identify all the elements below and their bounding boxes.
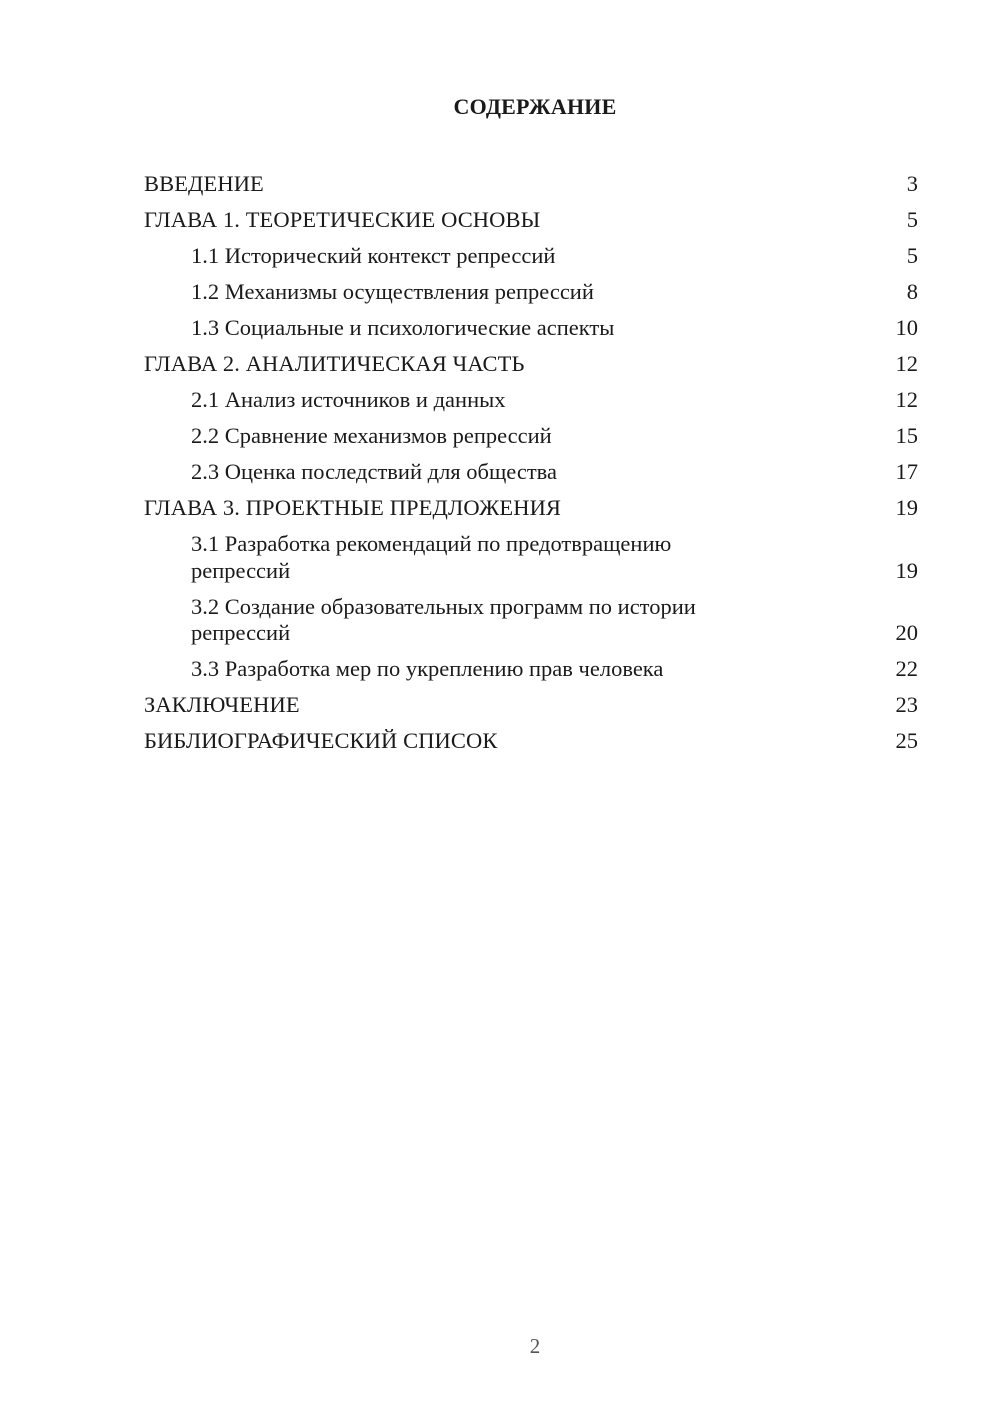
toc-entry-page-number: 15 bbox=[895, 423, 918, 448]
toc-entry-chapter-2[interactable] bbox=[144, 349, 918, 380]
toc-entry-label: 1.2 Механизмы осуществления репрессий bbox=[191, 279, 594, 304]
toc-entry-page-number: 19 bbox=[895, 557, 918, 583]
toc-entry-page-number: 5 bbox=[906, 243, 918, 268]
toc-entry-bibliography[interactable] bbox=[144, 726, 918, 757]
toc-entry-page-number: 8 bbox=[906, 279, 918, 304]
toc-entry-label: ГЛАВА 2. АНАЛИТИЧЕСКАЯ ЧАСТЬ bbox=[144, 351, 525, 376]
toc-entry-chapter-3[interactable] bbox=[144, 493, 918, 524]
toc-entry-page-number: 25 bbox=[895, 728, 918, 753]
toc-entry-label: ГЛАВА 3. ПРОЕКТНЫЕ ПРЕДЛОЖЕНИЯ bbox=[144, 495, 562, 520]
toc-entry-page-number: 5 bbox=[906, 207, 918, 232]
toc-entry-page-number: 3 bbox=[906, 171, 918, 196]
toc-entry-label: ГЛАВА 1. ТЕОРЕТИЧЕСКИЕ ОСНОВЫ bbox=[144, 207, 541, 232]
toc-entry-label: ЗАКЛЮЧЕНИЕ bbox=[144, 692, 300, 717]
toc-entry-page-number: 19 bbox=[895, 495, 918, 520]
toc-entry-chapter-1[interactable] bbox=[144, 205, 918, 236]
page-title: СОДЕРЖАНИЕ bbox=[453, 94, 617, 119]
toc-entry-label: 3.2 Создание образовательных программ по истории репрессий bbox=[191, 593, 696, 645]
toc-entry-section-3-1[interactable] bbox=[144, 529, 918, 586]
toc-entry-page-number: 20 bbox=[895, 620, 918, 645]
toc-entry-section-1-1[interactable] bbox=[144, 241, 918, 272]
toc-entry-page-number: 10 bbox=[895, 315, 918, 340]
toc-entry-label: 3.3 Разработка мер по укреплению прав человека bbox=[191, 656, 664, 681]
toc-entry-conclusion[interactable] bbox=[144, 690, 918, 721]
toc-entry-label: 2.1 Анализ источников и данных bbox=[191, 387, 506, 412]
toc-entry-section-2-1[interactable] bbox=[144, 385, 918, 416]
toc-entry-label: 2.2 Сравнение механизмов репрессий bbox=[191, 423, 552, 448]
toc-entry-label: БИБЛИОГРАФИЧЕСКИЙ СПИСОК bbox=[144, 728, 498, 753]
toc-entry-label: 1.1 Исторический контекст репрессий bbox=[191, 243, 556, 268]
table-of-contents bbox=[144, 169, 918, 762]
toc-entry-introduction[interactable] bbox=[144, 169, 918, 200]
toc-entry-section-1-2[interactable] bbox=[144, 277, 918, 308]
page-number: 2 bbox=[529, 1334, 541, 1358]
toc-entry-section-2-3[interactable] bbox=[144, 457, 918, 488]
toc-entry-section-1-3[interactable] bbox=[144, 313, 918, 344]
toc-entry-page-number: 12 bbox=[895, 351, 918, 376]
toc-entry-label: 2.3 Оценка последствий для общества bbox=[191, 459, 557, 484]
toc-entry-section-2-2[interactable] bbox=[144, 421, 918, 452]
toc-entry-section-3-2[interactable] bbox=[144, 592, 918, 649]
toc-entry-label: 1.3 Социальные и психологические аспекты bbox=[191, 315, 615, 340]
toc-entry-label: ВВЕДЕНИЕ bbox=[144, 171, 264, 196]
toc-entry-page-number: 17 bbox=[895, 459, 918, 484]
toc-entry-label: 3.1 Разработка рекомендаций по предотвращению репрессий bbox=[191, 531, 672, 583]
toc-entry-page-number: 22 bbox=[895, 656, 918, 681]
toc-entry-page-number: 12 bbox=[895, 387, 918, 412]
toc-entry-section-3-3[interactable] bbox=[144, 654, 918, 685]
toc-entry-page-number: 23 bbox=[895, 692, 918, 717]
